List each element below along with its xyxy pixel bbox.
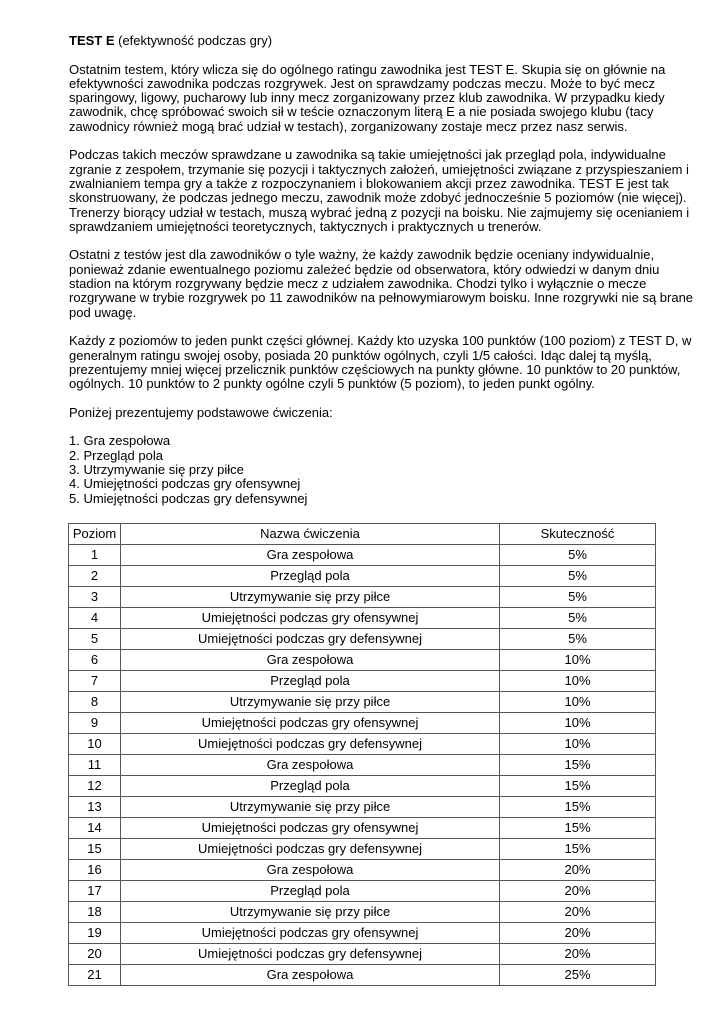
list-item: 2. Przegląd pola bbox=[69, 447, 163, 463]
table-row bbox=[69, 713, 656, 734]
cell-exercise-name: Utrzymywanie się przy piłce bbox=[121, 692, 500, 713]
cell-level: 19 bbox=[69, 923, 121, 944]
cell-effectiveness: 20% bbox=[500, 860, 656, 881]
table-row bbox=[69, 545, 656, 566]
cell-effectiveness: 5% bbox=[500, 545, 656, 566]
text-line: Ostatnim testem, który wlicza się do ogólnego ratingu zawodnika jest TEST E. Skupia się on głównie na bbox=[69, 61, 666, 77]
list-item: 4. Umiejętności podczas gry ofensywnej bbox=[69, 476, 301, 492]
cell-exercise-name: Umiejętności podczas gry defensywnej bbox=[121, 944, 500, 965]
cell-level: 1 bbox=[69, 545, 121, 566]
table-row bbox=[69, 608, 656, 629]
cell-exercise-name: Umiejętności podczas gry defensywnej bbox=[121, 734, 500, 755]
table-header-row bbox=[69, 524, 656, 545]
cell-level: 20 bbox=[69, 944, 121, 965]
text-line: prezentujemy mniej więcej przelicznik punktów częściowych na punkty główne. 10 punktów to 20 punktów, bbox=[69, 361, 681, 377]
cell-level: 3 bbox=[69, 587, 121, 608]
cell-exercise-name: Umiejętności podczas gry defensywnej bbox=[121, 839, 500, 860]
text-line: ogólnych. 10 punktów to 2 punkty ogólne czyli 5 punktów (5 poziom), to jeden punkt ogólny. bbox=[69, 376, 595, 392]
exercise-table bbox=[68, 523, 656, 986]
table-row bbox=[69, 902, 656, 923]
cell-level: 13 bbox=[69, 797, 121, 818]
table-row bbox=[69, 944, 656, 965]
cell-exercise-name: Umiejętności podczas gry ofensywnej bbox=[121, 818, 500, 839]
text-line: zawodnicy również mogą brać udział w testach), zorganizowany zostaje mecz przez nasz serwis. bbox=[69, 118, 628, 134]
cell-effectiveness: 10% bbox=[500, 734, 656, 755]
paragraph-gap bbox=[69, 391, 669, 405]
cell-effectiveness: 10% bbox=[500, 692, 656, 713]
cell-level: 14 bbox=[69, 818, 121, 839]
text-line: stadion na którym rozgrywany będzie mecz z udziałem zawodnika. Chodzi tylko i wyłącznie o mecze bbox=[69, 276, 647, 292]
title-subtitle: (efektywność podczas gry) bbox=[114, 33, 273, 48]
cell-exercise-name: Utrzymywanie się przy piłce bbox=[121, 797, 500, 818]
cell-level: 2 bbox=[69, 566, 121, 587]
table-row bbox=[69, 860, 656, 881]
text-line: Poniżej prezentujemy podstawowe ćwiczenia: bbox=[69, 404, 333, 420]
cell-level: 12 bbox=[69, 776, 121, 797]
cell-exercise-name: Gra zespołowa bbox=[121, 860, 500, 881]
cell-level: 18 bbox=[69, 902, 121, 923]
cell-exercise-name: Przegląd pola bbox=[121, 566, 500, 587]
table-row bbox=[69, 818, 656, 839]
cell-effectiveness: 15% bbox=[500, 818, 656, 839]
text-line: zawodnik, chcę spróbować swoich sił w teście oznaczonym literą E a nie posiada swojego klubu (tacy bbox=[69, 104, 654, 120]
cell-effectiveness: 15% bbox=[500, 839, 656, 860]
text-line: zwalnianiem tempa gry a także z rozpoczynaniem i blokowaniem akcji przez zawodnika. TEST E jest tak bbox=[69, 175, 669, 191]
paragraph bbox=[69, 406, 669, 420]
table-row bbox=[69, 776, 656, 797]
table-row bbox=[69, 797, 656, 818]
text-line: rozgrywane w trybie rozgrywek po 11 zawodników na pełnowymiarowym boisku. Inne rozgrywki nie są brane bbox=[69, 290, 694, 306]
cell-effectiveness: 20% bbox=[500, 881, 656, 902]
paragraph-gap bbox=[69, 48, 669, 62]
cell-level: 11 bbox=[69, 755, 121, 776]
text-line: zgranie z zespołem, trzymanie się pozycji i taktycznych założeń, umiejętności związane z przyspieszaniem i bbox=[69, 161, 689, 177]
cell-exercise-name: Przegląd pola bbox=[121, 881, 500, 902]
cell-effectiveness: 5% bbox=[500, 608, 656, 629]
cell-exercise-name: Umiejętności podczas gry ofensywnej bbox=[121, 713, 500, 734]
paragraph bbox=[69, 147, 690, 234]
text-line: efektywności zawodnika podczas rozgrywek. Jest on sprawdzamy podczas meczu. Może to być mecz bbox=[69, 75, 655, 91]
text-line: Każdy z poziomów to jeden punkt części głównej. Każdy kto uzyska 100 punktów (100 poziom) z TEST D, w bbox=[69, 333, 692, 349]
document-title bbox=[69, 34, 669, 48]
paragraph-gap bbox=[69, 320, 669, 334]
cell-level: 8 bbox=[69, 692, 121, 713]
paragraph-gap bbox=[69, 420, 669, 434]
text-line: generalnym ratingu swojej osoby, posiada 20 punktów ogólnych, czyli 1/5 całości. Idąc dalej tą myślą, bbox=[69, 347, 652, 363]
text-line: Podczas takich meczów sprawdzane u zawodnika są takie umiejętności jak przegląd pola, indywidualne bbox=[69, 147, 666, 163]
cell-exercise-name: Utrzymywanie się przy piłce bbox=[121, 587, 500, 608]
cell-effectiveness: 15% bbox=[500, 755, 656, 776]
table-row bbox=[69, 692, 656, 713]
table-row bbox=[69, 587, 656, 608]
cell-level: 5 bbox=[69, 629, 121, 650]
cell-level: 7 bbox=[69, 671, 121, 692]
text-line: ponieważ zdanie ewentualnego poziomu zależeć będzie od obserwatora, który odwiedzi w danym dniu bbox=[69, 261, 660, 277]
table-row bbox=[69, 923, 656, 944]
table-row bbox=[69, 734, 656, 755]
cell-effectiveness: 25% bbox=[500, 965, 656, 986]
cell-exercise-name: Gra zespołowa bbox=[121, 965, 500, 986]
cell-effectiveness: 15% bbox=[500, 797, 656, 818]
document-body bbox=[69, 33, 694, 506]
table-row bbox=[69, 881, 656, 902]
cell-effectiveness: 5% bbox=[500, 629, 656, 650]
cell-level: 9 bbox=[69, 713, 121, 734]
text-line: skonstruowany, że podczas jednego meczu, zawodnik może zdobyć jednocześnie 5 poziomów (nie więcej). bbox=[69, 190, 687, 206]
exercise-list bbox=[69, 434, 669, 505]
paragraph-gap bbox=[69, 134, 669, 148]
cell-effectiveness: 20% bbox=[500, 923, 656, 944]
cell-exercise-name: Umiejętności podczas gry defensywnej bbox=[121, 629, 500, 650]
list-item: 1. Gra zespołowa bbox=[69, 433, 171, 449]
cell-exercise-name: Umiejętności podczas gry ofensywnej bbox=[121, 608, 500, 629]
cell-effectiveness: 20% bbox=[500, 902, 656, 923]
text-line: sparingowy, ligowy, pucharowy lub inny mecz zorganizowany przez klub zawodnika. W przypadku kiedy bbox=[69, 90, 665, 106]
cell-level: 10 bbox=[69, 734, 121, 755]
paragraph bbox=[69, 247, 694, 320]
list-item: 5. Umiejętności podczas gry defensywnej bbox=[69, 490, 308, 506]
cell-effectiveness: 20% bbox=[500, 944, 656, 965]
header-effectiveness: Skuteczność bbox=[500, 524, 656, 545]
text-line: Ostatni z testów jest dla zawodników o tyle ważny, że każdy zawodnik będzie oceniany indywidualnie, bbox=[69, 247, 655, 263]
cell-exercise-name: Utrzymywanie się przy piłce bbox=[121, 902, 500, 923]
header-level: Poziom bbox=[69, 524, 121, 545]
cell-level: 6 bbox=[69, 650, 121, 671]
cell-level: 17 bbox=[69, 881, 121, 902]
table-row bbox=[69, 755, 656, 776]
paragraph bbox=[69, 63, 669, 134]
cell-exercise-name: Przegląd pola bbox=[121, 671, 500, 692]
cell-effectiveness: 5% bbox=[500, 587, 656, 608]
table-row bbox=[69, 650, 656, 671]
cell-effectiveness: 10% bbox=[500, 671, 656, 692]
cell-exercise-name: Gra zespołowa bbox=[121, 755, 500, 776]
cell-level: 15 bbox=[69, 839, 121, 860]
header-exercise-name: Nazwa ćwiczenia bbox=[121, 524, 500, 545]
cell-exercise-name: Umiejętności podczas gry ofensywnej bbox=[121, 923, 500, 944]
cell-effectiveness: 10% bbox=[500, 650, 656, 671]
cell-exercise-name: Gra zespołowa bbox=[121, 650, 500, 671]
cell-effectiveness: 10% bbox=[500, 713, 656, 734]
cell-effectiveness: 5% bbox=[500, 566, 656, 587]
table-row bbox=[69, 629, 656, 650]
text-line: pod uwagę. bbox=[69, 304, 137, 320]
cell-level: 4 bbox=[69, 608, 121, 629]
cell-level: 21 bbox=[69, 965, 121, 986]
cell-exercise-name: Gra zespołowa bbox=[121, 545, 500, 566]
paragraphs bbox=[69, 48, 694, 506]
table-row bbox=[69, 566, 656, 587]
table-row bbox=[69, 671, 656, 692]
cell-level: 16 bbox=[69, 860, 121, 881]
title-bold: TEST E bbox=[69, 33, 115, 48]
paragraph-gap bbox=[69, 234, 669, 248]
paragraph bbox=[69, 333, 692, 392]
table-row bbox=[69, 839, 656, 860]
list-item: 3. Utrzymywanie się przy piłce bbox=[69, 461, 244, 477]
cell-exercise-name: Przegląd pola bbox=[121, 776, 500, 797]
cell-effectiveness: 15% bbox=[500, 776, 656, 797]
text-line: sprawdzaniem umiejętności teoretycznych, taktycznych i praktycznych u trenerów. bbox=[69, 218, 542, 234]
table-row bbox=[69, 965, 656, 986]
text-line: Trenerzy biorący udział w testach, muszą wybrać jedną z pozycji na boisku. Nie zajmujemy się ocenianiem i bbox=[69, 204, 690, 220]
